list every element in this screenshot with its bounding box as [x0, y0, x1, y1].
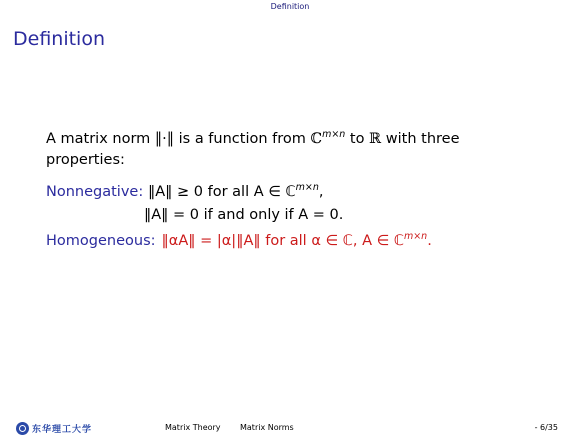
real-set-symbol: ℝ	[369, 131, 382, 147]
intro-text-to: to	[345, 131, 370, 147]
intro-text-pre: A matrix norm	[46, 131, 155, 147]
homogeneous-text: ‖αA‖ = |α|‖A‖ for all α ∈ ℂ, A ∈ ℂ	[161, 233, 404, 249]
intro-text-line2: properties:	[46, 152, 125, 168]
footer-page-number: - 6/35	[534, 423, 558, 432]
nonnegative-line2: ‖A‖ = 0 if and only if A = 0.	[144, 207, 344, 223]
footer-course-title[interactable]: Matrix Theory	[165, 423, 221, 432]
university-emblem-icon	[16, 422, 29, 435]
university-logo-text: 东华理工大学	[32, 424, 93, 435]
nav-section-title[interactable]: Definition	[270, 2, 310, 11]
intro-text-mid: is a function from	[174, 131, 311, 147]
footer-bar	[0, 418, 580, 435]
complex-set-symbol: ℂ	[310, 131, 323, 147]
university-logo	[16, 421, 100, 435]
frame-title: Definition	[13, 28, 106, 50]
nonnegative-label: Nonnegative:	[46, 184, 144, 200]
dims-superscript: m×n	[322, 129, 346, 140]
nonnegative-superscript: m×n	[295, 182, 319, 193]
property-nonnegative	[46, 181, 536, 227]
nonnegative-row-1	[46, 181, 536, 204]
property-homogeneous	[46, 230, 536, 253]
homogeneous-end: .	[427, 233, 432, 249]
nonnegative-line1-end: ,	[318, 184, 324, 200]
homogeneous-superscript: m×n	[403, 231, 428, 242]
nonnegative-row-2	[46, 204, 536, 227]
footer-section-title[interactable]: Matrix Norms	[240, 423, 294, 432]
definition-body	[46, 129, 536, 253]
norm-symbol: ‖·‖	[154, 131, 175, 147]
nonnegative-line1: ‖A‖ ≥ 0 for all A ∈ ℂ	[148, 184, 296, 200]
intro-paragraph	[46, 129, 536, 171]
intro-text-post: with three	[381, 131, 460, 147]
homogeneous-label: Homogeneous:	[46, 233, 156, 249]
